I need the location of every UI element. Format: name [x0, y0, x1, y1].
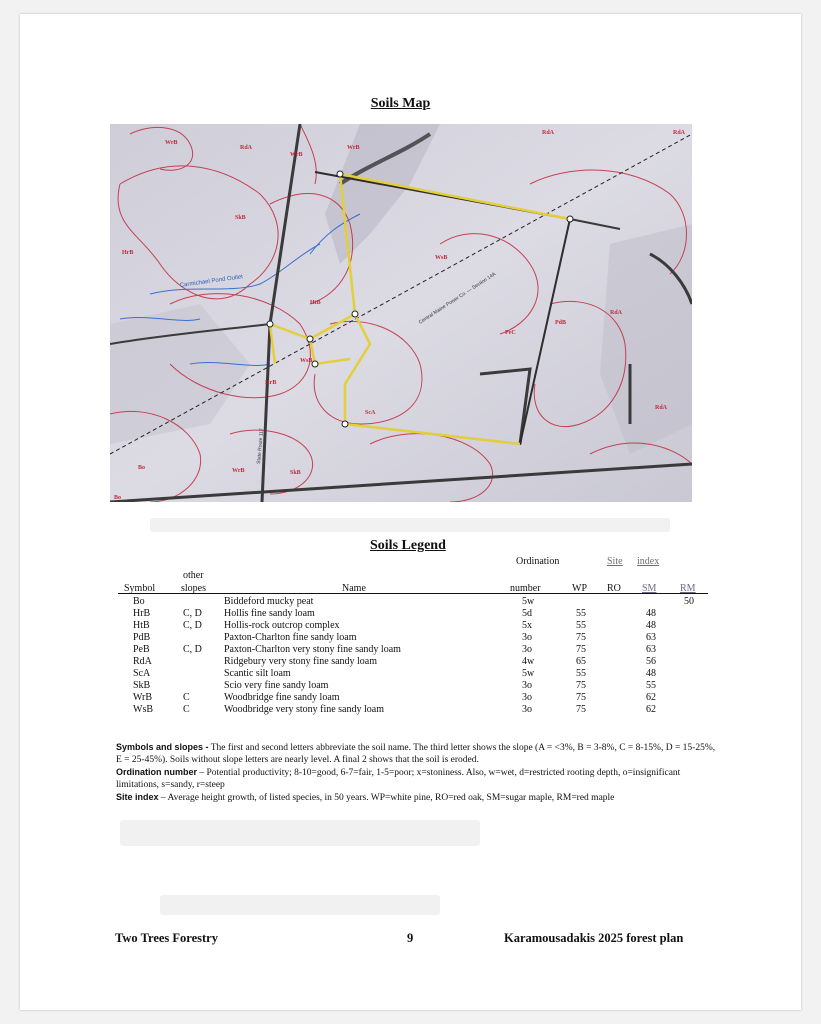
footer-company: Two Trees Forestry [115, 931, 218, 945]
cell-symbol: HrB [133, 608, 151, 619]
note-site-label: Site index [116, 792, 159, 802]
road-label: State Route 117 [256, 428, 266, 465]
cell-wp: 75 [576, 680, 586, 691]
cell-wp: 75 [576, 704, 586, 715]
cell-sm: 63 [646, 644, 656, 655]
cell-wp: 55 [576, 608, 586, 619]
table-row [0, 704, 821, 716]
cell-symbol: WsB [133, 704, 153, 715]
note-ordination-text: – Potential productivity; 8-10=good, 6-7=fair, 1-5=poor; x=stoniness. Also, w=wet, d=restricted rooting depth, o=insignificant limitations, s=sandy, r=steep [116, 768, 681, 790]
legend-title: Soils Legend [370, 538, 446, 553]
map-title: Soils Map [370, 96, 431, 111]
bleed-through [120, 820, 480, 846]
map-label: WrB [290, 152, 303, 158]
footer-plan-title: Karamousadakis 2025 forest plan [504, 931, 684, 945]
cell-sm: 48 [646, 668, 656, 679]
water-label: Carmichael Pond Outlet [179, 274, 244, 289]
map-label: HrB [265, 380, 277, 386]
header-index-top: index [637, 556, 660, 567]
cell-symbol: WrB [133, 692, 153, 703]
cell-symbol: RdA [133, 656, 152, 667]
bleed-through [160, 895, 440, 915]
cell-symbol: HtB [133, 620, 150, 631]
cell-ordination: 5d [522, 608, 532, 619]
cell-wp: 75 [576, 644, 586, 655]
cell-name: Ridgebury very stony fine sandy loam [224, 656, 378, 667]
cell-name: Woodbridge fine sandy loam [224, 692, 340, 703]
cell-symbol: SkB [133, 680, 151, 691]
map-label: WrB [165, 140, 178, 146]
header-name: Name [342, 583, 366, 594]
map-label: Bo [138, 465, 146, 471]
cell-name: Hollis-rock outcrop complex [224, 620, 340, 631]
footer-page-number: 9 [407, 931, 414, 945]
cell-name: Paxton-Charlton fine sandy loam [224, 632, 357, 643]
cell-sm: 55 [646, 680, 656, 691]
cell-name: Woodbridge very stony fine sandy loam [224, 704, 384, 715]
cell-sm: 62 [646, 692, 656, 703]
header-ordination-top: Ordination [516, 556, 560, 567]
map-label: Bo [114, 495, 122, 501]
map-label: RdA [655, 405, 668, 411]
cell-wp: 75 [576, 632, 586, 643]
map-label: RdA [542, 130, 555, 136]
cell-symbol: Bo [133, 596, 145, 607]
table-row [0, 596, 821, 608]
cell-other: C [183, 692, 190, 703]
cell-name: Hollis fine sandy loam [224, 608, 315, 619]
note-symbols-text: The first and second letters abbreviate the soil name. The third letter shows the slope (A = <3%, B = 3-8%, C = 8-15%, D = 15-25%, E = 25-45%). Soils without slope letters are nearly level. A final 2 shows that the soil is eroded. [116, 743, 716, 765]
soils-map [110, 124, 692, 502]
table-row [0, 692, 821, 704]
map-label: WsB [300, 358, 313, 364]
map-label: RdA [240, 145, 253, 151]
table-row [0, 620, 821, 632]
cell-symbol: PdB [133, 632, 151, 643]
header-wp: WP [572, 583, 587, 594]
cell-ordination: 5x [522, 620, 532, 631]
map-label: RdA [610, 310, 623, 316]
cell-other: C [183, 704, 190, 715]
map-label: WsB [435, 255, 448, 261]
cell-symbol: ScA [133, 668, 151, 679]
cell-ordination: 3o [522, 692, 532, 703]
header-rule [118, 593, 708, 594]
cell-wp: 75 [576, 692, 586, 703]
table-row [0, 680, 821, 692]
table-row [0, 656, 821, 668]
note-site-text: – Average height growth, of listed species, in 50 years. WP=white pine, RO=red oak, SM=sugar maple, RM=red maple [158, 793, 615, 803]
table-row [0, 608, 821, 620]
note-ordination [116, 766, 716, 791]
cell-sm: 48 [646, 608, 656, 619]
header-ro: RO [607, 583, 621, 594]
cell-other: C, D [183, 608, 202, 619]
cell-sm: 62 [646, 704, 656, 715]
cell-ordination: 3o [522, 632, 532, 643]
header-site-top: Site [607, 556, 623, 567]
header-sm: SM [642, 583, 657, 594]
table-row [0, 644, 821, 656]
note-symbols-label: Symbols and slopes - [116, 742, 209, 752]
cell-wp: 55 [576, 620, 586, 631]
cell-sm: 63 [646, 632, 656, 643]
header-other-top: other [183, 570, 204, 581]
header-slopes: slopes [181, 583, 206, 594]
cell-ordination: 5w [522, 668, 535, 679]
header-symbol: Symbol [124, 583, 156, 594]
note-ordination-label: Ordination number [116, 767, 197, 777]
note-site-index [116, 791, 716, 804]
powerline-label: Central Maine Power Co. — Section 14A [417, 271, 498, 326]
cell-ordination: 4w [522, 656, 535, 667]
map-label: RdA [673, 130, 686, 136]
map-label: WrB [232, 468, 245, 474]
header-number: number [510, 583, 541, 594]
cell-sm: 56 [646, 656, 656, 667]
cell-ordination: 3o [522, 644, 532, 655]
cell-name: Scantic silt loam [224, 668, 291, 679]
cell-name: Paxton-Charlton very stony fine sandy loam [224, 644, 401, 655]
bleed-through [150, 518, 670, 532]
cell-ordination: 5w [522, 596, 535, 607]
map-label: HtB [310, 300, 321, 306]
soils-map-graphic [110, 124, 692, 502]
map-label: PeC [505, 330, 516, 336]
legend-notes [116, 741, 716, 804]
header-rm: RM [680, 583, 696, 594]
map-label: ScA [365, 410, 376, 416]
table-row [0, 668, 821, 680]
map-label: SkB [290, 470, 301, 476]
table-row [0, 632, 821, 644]
cell-name: Biddeford mucky peat [224, 596, 314, 607]
cell-rm: 50 [684, 596, 694, 607]
cell-sm: 48 [646, 620, 656, 631]
cell-other: C, D [183, 620, 202, 631]
map-label: HrB [122, 250, 134, 256]
cell-symbol: PeB [133, 644, 150, 655]
map-label: PdB [555, 320, 567, 326]
cell-wp: 65 [576, 656, 586, 667]
map-label: WrB [347, 145, 360, 151]
cell-ordination: 3o [522, 704, 532, 715]
cell-other: C, D [183, 644, 202, 655]
cell-name: Scio very fine sandy loam [224, 680, 329, 691]
map-label: SkB [235, 215, 246, 221]
cell-wp: 55 [576, 668, 586, 679]
cell-ordination: 3o [522, 680, 532, 691]
note-symbols [116, 741, 716, 766]
